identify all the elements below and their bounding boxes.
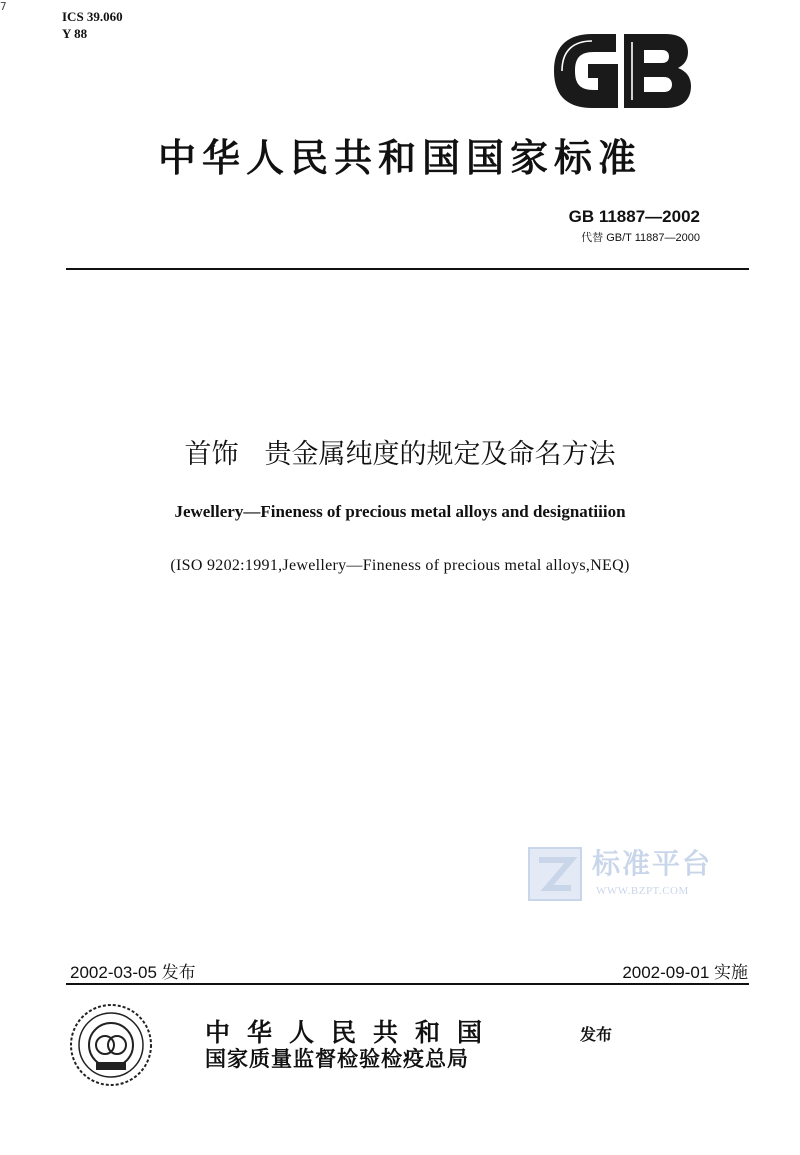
watermark-name: 标准平台 (592, 847, 713, 880)
header-divider (66, 268, 749, 270)
watermark-url: WWW.BZPT.COM (596, 885, 689, 897)
issuer-seal-icon (66, 1000, 156, 1090)
document-title-en: Jewellery—Fineness of precious metal alloys and designatiiion (174, 502, 626, 521)
issuer-line-2: 国家质量监督检验检疫总局 (205, 1047, 469, 1071)
document-title-cn (0, 432, 800, 471)
document-title-cn-part1: 首饰 (184, 439, 239, 470)
replaces-standard: 代替 GB/T 11887—2000 (581, 232, 700, 244)
gb-logo (548, 30, 693, 112)
footer-divider (66, 983, 749, 985)
issuer-line-1: 中华人民共和国 (205, 1018, 500, 1047)
class-code: Y 88 (62, 26, 88, 41)
classification-block (62, 8, 123, 42)
watermark-logo-icon (527, 846, 583, 902)
iso-reference: (ISO 9202:1991,Jewellery—Fineness of precious metal alloys,NEQ) (170, 557, 630, 574)
standard-number: GB 11887—2002 (568, 207, 700, 226)
corner-mark: 7 (0, 0, 7, 13)
issue-date: 2002-03-05 发布 (70, 963, 196, 982)
national-standard-title: 中华人民共和国国家标准 (157, 136, 642, 180)
document-title-cn-part2: 贵金属纯度的规定及命名方法 (264, 439, 616, 470)
ics-code: ICS 39.060 (62, 9, 123, 24)
publish-label: 发布 (580, 1025, 613, 1044)
implementation-date: 2002-09-01 实施 (622, 963, 748, 982)
